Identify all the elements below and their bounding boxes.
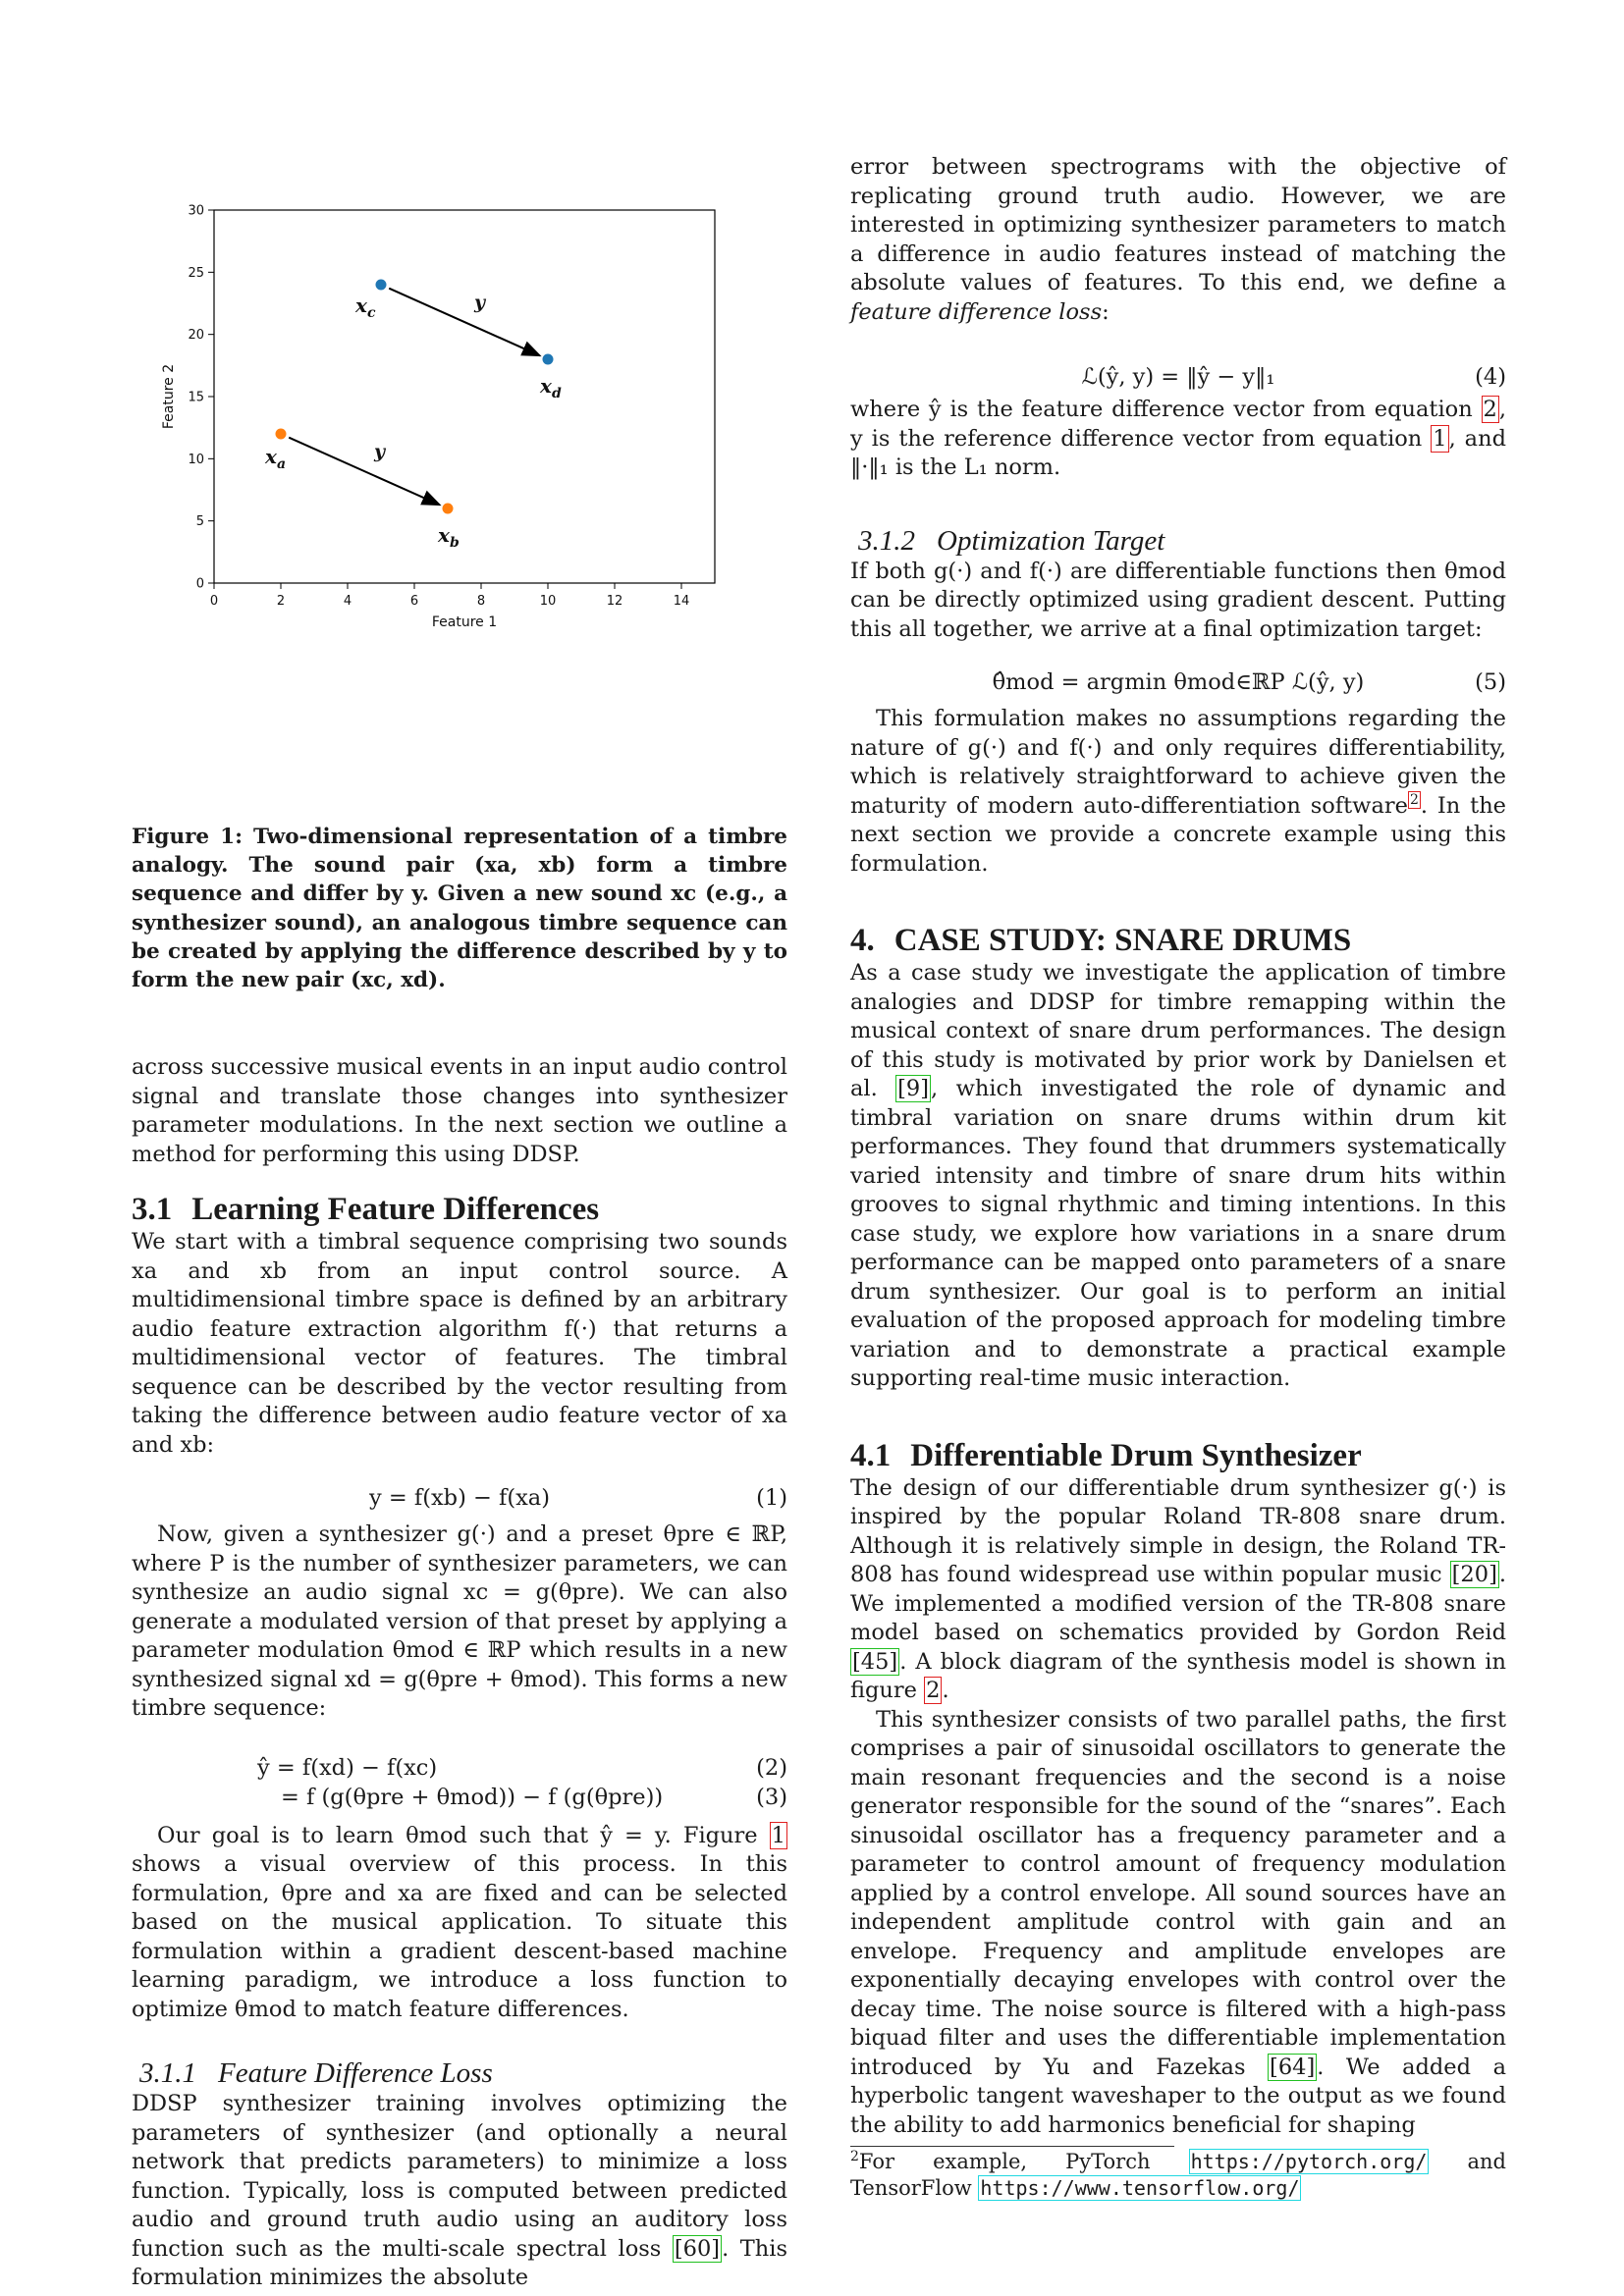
section-3-1-heading: 3.1 Learning Feature Differences	[132, 1192, 600, 1228]
section-3-1-2-paragraph-2: This formulation makes no assumptions regarding the nature of g(·) and f(·) and only requires differentiability, which is relatively straightforward to achieve given the maturity of modern auto-differentiation software $^2$. In the next section we provide a concrete example using this formulation.	[850, 706, 1507, 877]
x-tick-label: 0	[209, 594, 219, 609]
y-tick-label: 30	[188, 203, 204, 219]
y-tick-label: 20	[188, 328, 204, 344]
x-tick-label: 4	[343, 594, 352, 609]
section-4-1-paragraph-1: The design of our differentiable drum synthesizer g(·) is inspired by the popular Roland TR-808 snare drum. Although it is relatively simple in design, the Roland TR-808 has found widespread use within popular music [20]. We implemented a modified version of the TR-808 snare model based on schematics provided by Gordon Reid [45]. A block diagram of the synthesis model is shown in figure 2.	[850, 1474, 1506, 1703]
intro-paragraph: across successive musical events in an input audio control signal and translate those changes into synthesizer parameter modulations. In the next section we outline a method for performing this using DDSP.	[132, 1054, 787, 1167]
equation-1: y = f(xb) − f(xa) (1)	[369, 1485, 787, 1512]
arrow-label-y: y	[474, 292, 486, 313]
data-point-x-b	[443, 504, 454, 514]
equation-2-link[interactable]: 2	[1483, 397, 1497, 422]
x-tick-label: 12	[606, 594, 623, 609]
footnote-2: $^2$For example, PyTorch https://pytorch.org/ and TensorFlow https://www.tensorflow.org/	[850, 2149, 1506, 2200]
citation-45-link[interactable]: [45]	[852, 1648, 898, 1675]
x-tick-label: 2	[276, 594, 286, 609]
figure-1-caption: Figure 1: Two-dimensional representation of a timbre analogy. The sound pair (xa, xb) form a timbre sequence and differ by y. Given a new sound xc (e.g., a synthesizer sound), an analogous timbre sequence can be created by applying the difference described by y to form the new pair (xc, xd).	[132, 825, 787, 993]
plot-frame	[214, 210, 715, 583]
continued-paragraph: error between spectrograms with the objective of replicating ground truth audio. However, we are interested in optimizing synthesizer parameters to match a difference in audio features instead of matching the absolute values of features. To this end, we define a feature difference loss:	[850, 154, 1506, 325]
x-axis-label: Feature 1	[431, 614, 498, 630]
difference-arrow-2	[289, 438, 440, 506]
figure-2-link[interactable]: 2	[926, 1678, 941, 1703]
pytorch-url-link[interactable]: https://pytorch.org/	[1190, 2150, 1428, 2173]
left-column	[132, 152, 787, 2293]
point-label-x-c: $x_c$	[355, 294, 376, 321]
x-tick-label: 8	[476, 594, 486, 609]
section-4-1-heading: 4.1 Differentiable Drum Synthesizer	[850, 1437, 1362, 1473]
y-tick-label: 25	[188, 265, 204, 281]
right-column	[850, 153, 1506, 2202]
equation-5: θ̂mod = argmin θmod∈ℝP ℒ(ŷ, y) (5)	[992, 669, 1506, 695]
citation-64-link[interactable]: [64]	[1270, 2054, 1316, 2080]
y-tick-label: 10	[188, 452, 204, 467]
x-tick-label: 14	[673, 594, 690, 609]
citation-60-link[interactable]: [60]	[674, 2235, 721, 2262]
data-point-x-d	[543, 354, 554, 365]
x-tick-label: 10	[539, 594, 557, 609]
citation-20-link[interactable]: [20]	[1451, 1562, 1497, 1587]
arrow-label-y: y	[374, 441, 386, 462]
y-tick-label: 0	[195, 576, 204, 592]
equation-4-explanation: where ŷ is the feature difference vector from equation 2, y is the reference difference vector from equation 1, and ‖·‖₁ is the L₁ norm.	[850, 397, 1506, 480]
figure-1-scatter-plot	[132, 152, 787, 643]
section-4-1-paragraph-2: This synthesizer consists of two parallel paths, the first comprises a pair of sinusoidal oscillators to generate the main resonant frequencies and the second is a noise generator responsible for the sound of the “snares”. Each sinusoidal oscillator has a frequency parameter and a parameter to control amount of frequency modulation applied by a control envelope. All sound sources have an independent amplitude control with gain and an envelope. Frequency and amplitude envelopes are exponentially decaying envelopes with control over the decay time. The noise source is filtered with a high-pass biquad filter and uses the differentiable implementation introduced by Yu and Fazekas [64]. We added a hyperbolic tangent waveshaper to the output as we found the ability to add harmonics beneficial for shaping	[850, 1706, 1506, 2138]
section-3-1-2-paragraph-1: If both g(·) and f(·) are differentiable functions then θmod can be directly optimized using gradient descent. Putting this all together, we arrive at a final optimization target:	[850, 558, 1506, 642]
y-axis-label: Feature 2	[161, 363, 177, 430]
section-3-1-1-paragraph: DDSP synthesizer training involves optimizing the parameters of synthesizer (and optionally a neural network that predicts parameters) to minimize a loss function. Typically, loss is computed between predicted audio and ground truth audio using an auditory loss function such as the multi-scale spectral loss [60]. This formulation minimizes the absolute	[132, 2091, 787, 2291]
difference-arrow-1	[389, 289, 540, 356]
footnote-rule	[850, 2146, 1174, 2147]
footnote-2-link[interactable]: 2	[1409, 792, 1419, 808]
section-3-1-2-heading: 3.1.2 Optimization Target	[858, 524, 1165, 557]
section-4-paragraph: As a case study we investigate the application of timbre analogies and DDSP for timbre remapping within the musical context of snare drum performances. The design of this study is motivated by prior work by Danielsen et al. [9], which investigated the role of dynamic and timbral variation on snare drums within drum kit performances. They found that drummers systematically varied intensity and timbre of snare drum hits within grooves to signal rhythmic and timing intentions. In this case study, we explore how variations in a snare drum performance can be mapped onto parameters of a snare drum synthesizer. Our goal is to perform an initial evaluation of the proposed approach for modeling timbre variation and to demonstrate a practical example supporting real-time music interaction.	[850, 960, 1506, 1391]
tensorflow-url-link[interactable]: https://www.tensorflow.org/	[980, 2176, 1300, 2200]
equation-3: = f (g(θpre + θmod)) − f (g(θpre)) (3)	[281, 1784, 787, 1810]
figure-1-link[interactable]: 1	[771, 1822, 785, 1848]
figure-1	[132, 152, 787, 643]
section-3-1-paragraph-2: Now, given a synthesizer g(·) and a preset θpre ∈ ℝP, where P is the number of synthesizer parameters, we can synthesize an audio signal xc = g(θpre). We can also generate a modulated version of that preset by applying a parameter modulation θmod ∈ ℝP which results in a new synthesized signal xd = g(θpre + θmod). This forms a new timbre sequence:	[132, 1522, 787, 1722]
data-point-x-a	[276, 429, 287, 440]
section-3-1-1-heading: 3.1.1 Feature Difference Loss	[139, 2057, 493, 2090]
x-tick-label: 6	[409, 594, 419, 609]
point-label-x-d: $x_d$	[540, 374, 562, 401]
point-label-x-b: $x_b$	[438, 523, 460, 551]
equation-4: ℒ(ŷ, y) = ‖ŷ − y‖₁ (4)	[1081, 364, 1506, 390]
section-3-1-paragraph-3: Our goal is to learn θmod such that ŷ = y. Figure 1 shows a visual overview of this process. In this formulation, θpre and xa are fixed and can be selected based on the musical application. To situate this formulation within a gradient descent-based machine learning paradigm, we introduce a loss function to optimize θmod to match feature differences.	[132, 1822, 787, 2022]
y-tick-label: 5	[195, 514, 204, 530]
point-label-x-a: $x_a$	[265, 445, 287, 472]
section-4-heading: 4. CASE STUDY: SNARE DRUMS	[850, 923, 1352, 958]
data-point-x-c	[376, 280, 387, 291]
y-tick-label: 15	[188, 390, 204, 405]
equation-1-link[interactable]: 1	[1433, 425, 1447, 452]
section-3-1-paragraph-1: We start with a timbral sequence comprising two sounds xa and xb from an input control source. A multidimensional timbre space is defined by an arbitrary audio feature extraction algorithm f(·) that returns a multidimensional vector of features. The timbral sequence can be described by the vector resulting from taking the difference between audio feature vector of xa and xb:	[132, 1229, 787, 1458]
equation-2: ŷ = f(xd) − f(xc) (2)	[257, 1754, 787, 1781]
citation-9-link[interactable]: [9]	[897, 1076, 930, 1101]
